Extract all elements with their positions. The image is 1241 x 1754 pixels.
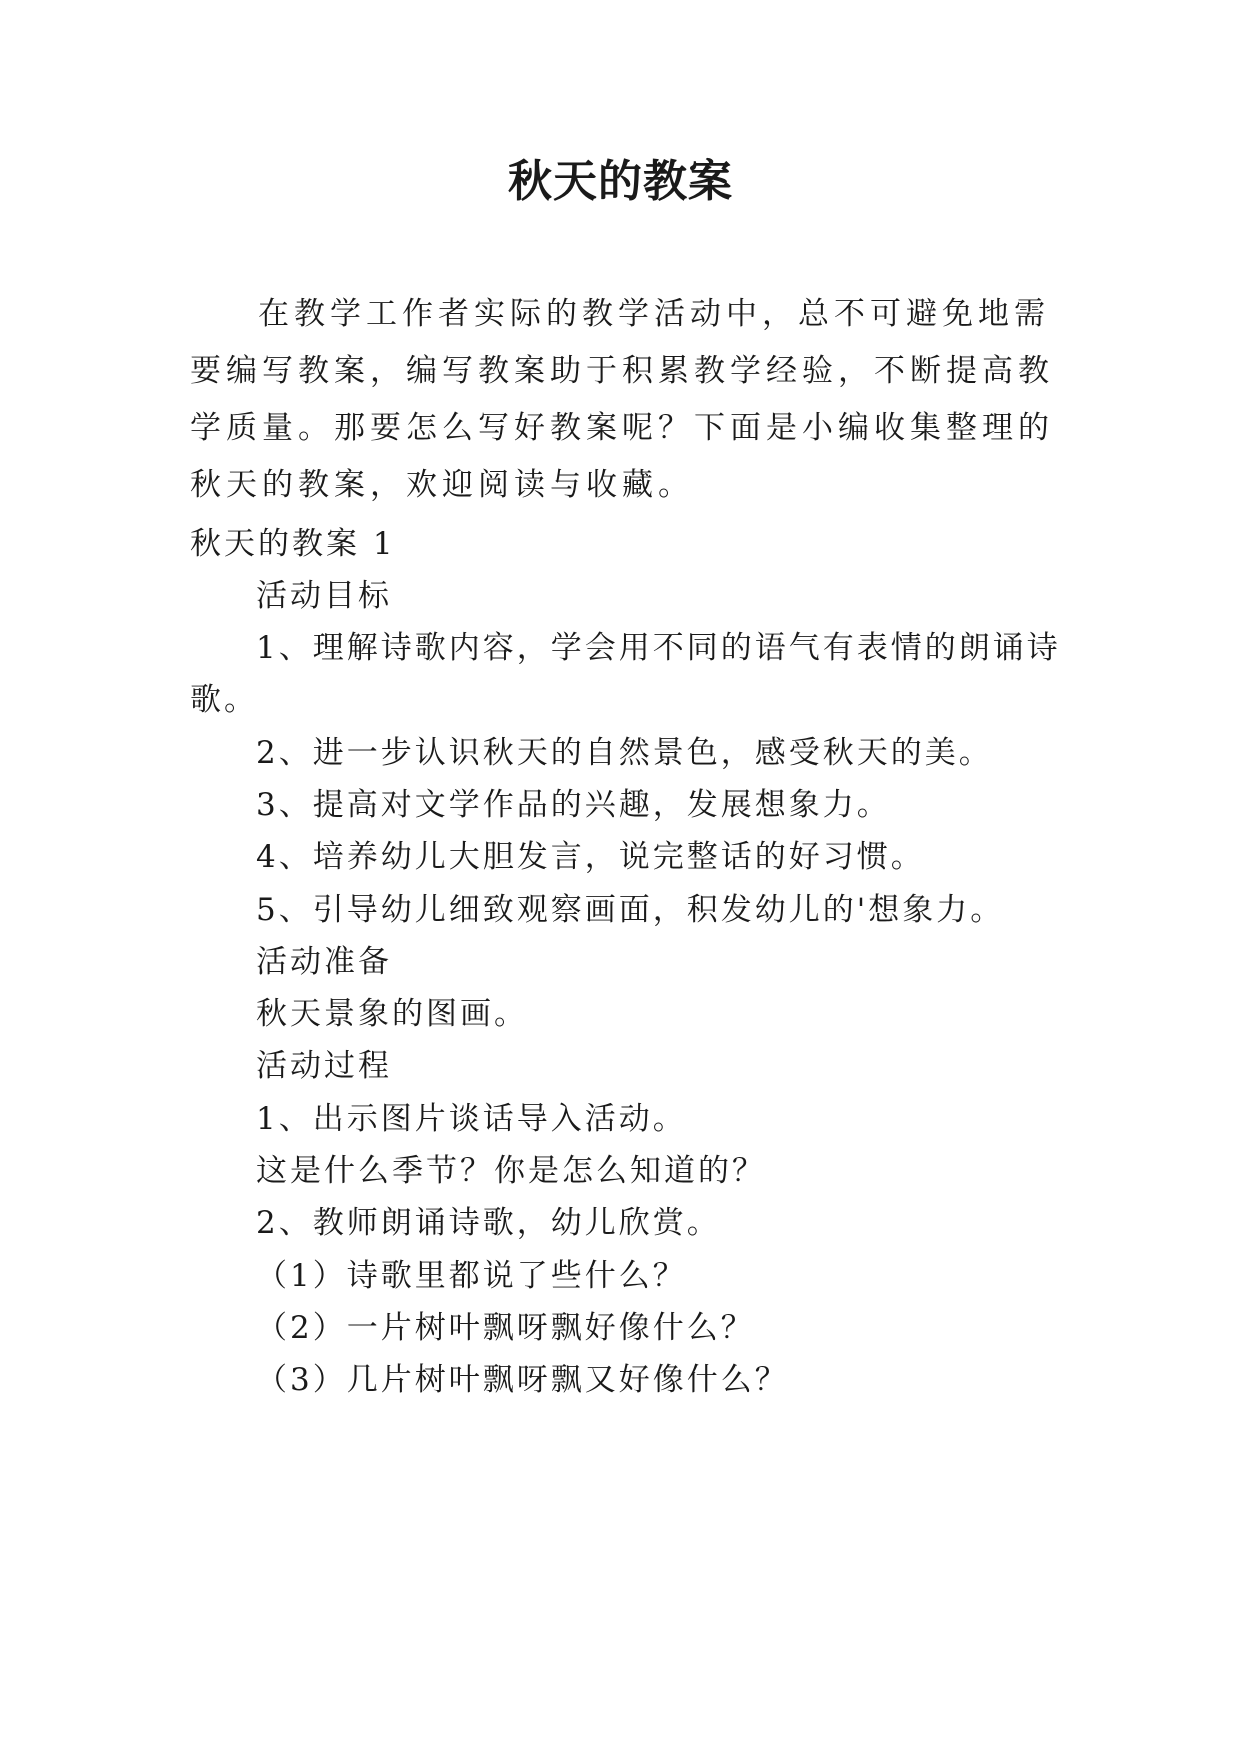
goal-2: 2、进一步认识秋天的自然景色，感受秋天的美。 [256,735,993,771]
step-1: 1、出示图片谈话导入活动。 [256,1101,687,1137]
question-1: （1）诗歌里都说了些什么？ [256,1258,687,1294]
step-1-question: 这是什么季节？你是怎么知道的？ [256,1153,766,1189]
question-3: （3）几片树叶飘呀飘又好像什么？ [256,1362,789,1398]
goal-5: 5、引导幼儿细致观察画面，积发幼儿的'想象力。 [256,892,1005,928]
goal-3: 3、提高对文学作品的兴趣，发展想象力。 [256,787,891,823]
document-title: 秋天的教案 [508,156,733,207]
question-2: （2）一片树叶飘呀飘好像什么？ [256,1310,755,1346]
goal-4: 4、培养幼儿大胆发言，说完整话的好习惯。 [256,839,925,875]
process-heading: 活动过程 [256,1048,392,1084]
prep-text: 秋天景象的图画。 [256,996,528,1032]
section-heading: 秋天的教案 1 [190,526,396,562]
prep-heading: 活动准备 [256,944,392,980]
step-2: 2、教师朗诵诗歌，幼儿欣赏。 [256,1205,721,1241]
intro-paragraph: 在教学工作者实际的教学活动中，总不可避免地需要编写教案，编写教案助于积累教学经验，不断提高教学质量。那要怎么写好教案呢？下面是小编收集整理的秋天的教案，欢迎阅读与收藏。 [190,296,1054,503]
goal-1-line-2: 歌。 [190,682,258,718]
goal-1-line-1: 1、理解诗歌内容，学会用不同的语气有表情的朗诵诗 [256,630,1061,666]
goals-heading: 活动目标 [256,578,392,614]
